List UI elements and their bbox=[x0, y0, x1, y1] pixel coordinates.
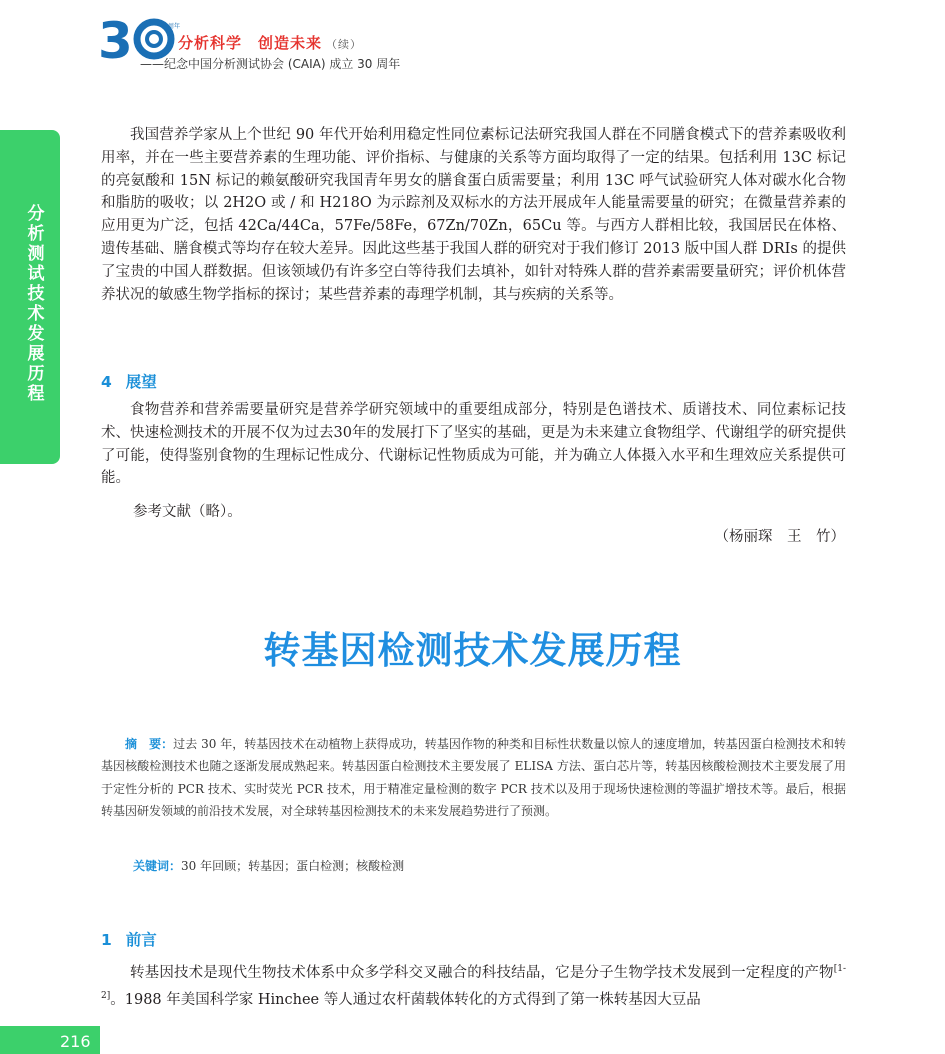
intro-text-cont: 。1988 年美国科学家 Hinchee 等人通过农杆菌载体转化的方式得到了第一株转基因大豆品 bbox=[110, 991, 701, 1008]
body-paragraph bbox=[101, 958, 846, 1011]
slogan-continued: （续） bbox=[326, 38, 363, 51]
section-heading bbox=[101, 370, 157, 392]
page-number: 216 bbox=[60, 1032, 91, 1051]
body-paragraph: 食物营养和营养需要量研究是营养学研究领域中的重要组成部分，特别是色谱技术、质谱技术、同位素标记技术、快速检测技术的开展不仅为过去30年的发展打下了坚实的基础，更是为未来建立食物组学、代谢组学的研究提供了可能，使得鉴别食物的生理标记性成分、代谢标记性物质成为可能，并为确立人体摄入水平和生理效应关系提供可能。 bbox=[101, 402, 846, 487]
header-slogan bbox=[178, 32, 362, 53]
side-tab-label: 分析测试技术发展历程 bbox=[27, 204, 45, 404]
header-subtitle: ——纪念中国分析测试协会 (CAIA) 成立 30 周年 bbox=[140, 57, 401, 71]
section-title: 展望 bbox=[125, 373, 157, 391]
citation: [1-2] bbox=[101, 964, 846, 1001]
intro-text: 转基因技术是现代生物技术体系中众多学科交叉融合的科技结晶，它是分子生物学技术发展到一定程度的产物 bbox=[130, 964, 834, 981]
abstract-label: 摘 要： bbox=[125, 737, 174, 751]
keywords-text: 30 年回顾；转基因；蛋白检测；核酸检测 bbox=[181, 859, 405, 873]
section-heading bbox=[101, 928, 157, 950]
abstract bbox=[101, 733, 846, 822]
keywords bbox=[133, 857, 404, 874]
page-header bbox=[96, 12, 596, 72]
references-note: 参考文献（略）。 bbox=[133, 504, 242, 520]
abstract-text: 过去 30 年，转基因技术在动植物上获得成功，转基因作物的种类和目标性状数量以惊人的速度增加，转基因蛋白检测技术和转基因核酸检测技术也随之逐渐发展成熟起来。转基因蛋白检测技术主要发展了 ELISA 方法、蛋白芯片等，转基因核酸检测技术主要发展了用于定性分析的 PCR 技术、实时荧光 PCR 技术，用于精准定量检测的数字 PCR 技术以及用于现场快速检测的等温扩增技术等。最后，根据转基因研发领域的前沿技术发展，对全球转基因检测技术的未来发展趋势进行了预测。 bbox=[101, 737, 846, 818]
keywords-label: 关键词： bbox=[133, 859, 182, 873]
section-title: 前言 bbox=[125, 931, 157, 949]
anniversary-label: 周年 bbox=[168, 23, 181, 30]
section-number: 4 bbox=[101, 373, 112, 391]
article-title: 转基因检测技术发展历程 bbox=[263, 629, 682, 672]
section-number: 1 bbox=[101, 931, 112, 949]
svg-text:3: 3 bbox=[98, 12, 133, 68]
slogan-text: 分析科学 创造未来 bbox=[178, 34, 323, 52]
body-paragraph: 我国营养学家从上个世纪 90 年代开始利用稳定性同位素标记法研究我国人群在不同膳食模式下的营养素吸收利用率，并在一些主要营养素的生理功能、评价指标、与健康的关系等方面均取得了一定的结果。包括利用 13C 标记的亮氨酸和 15N 标记的赖氨酸研究我国青年男女的膳食蛋白质需要量；利用 13C 呼气试验研究人体对碳水化合物和脂肪的吸收；以 2H2O 或 / 和 H218O 为示踪剂及双标水的方法开展成年人能量需要量的研究；在微量营养素的应用更为广泛，包括 42Ca/44Ca，57Fe/58Fe，67Zn/70Zn，65Cu 等。与西方人群相比较，我国居民在体格、遗传基础、膳食模式等均存在较大差异。因此这些基于我国人群的研究对于我们修订 2013 版中国人群 DRIs 的提供了宝贵的中国人群数据。但该领域仍有许多空白等待我们去填补，如针对特殊人群的营养素需要量研究；评价机体营养状况的敏感生物学指标的探讨；某些营养素的毒理学机制，其与疾病的关系等。 bbox=[101, 127, 846, 303]
authors: （杨丽琛 王 竹） bbox=[714, 529, 845, 545]
